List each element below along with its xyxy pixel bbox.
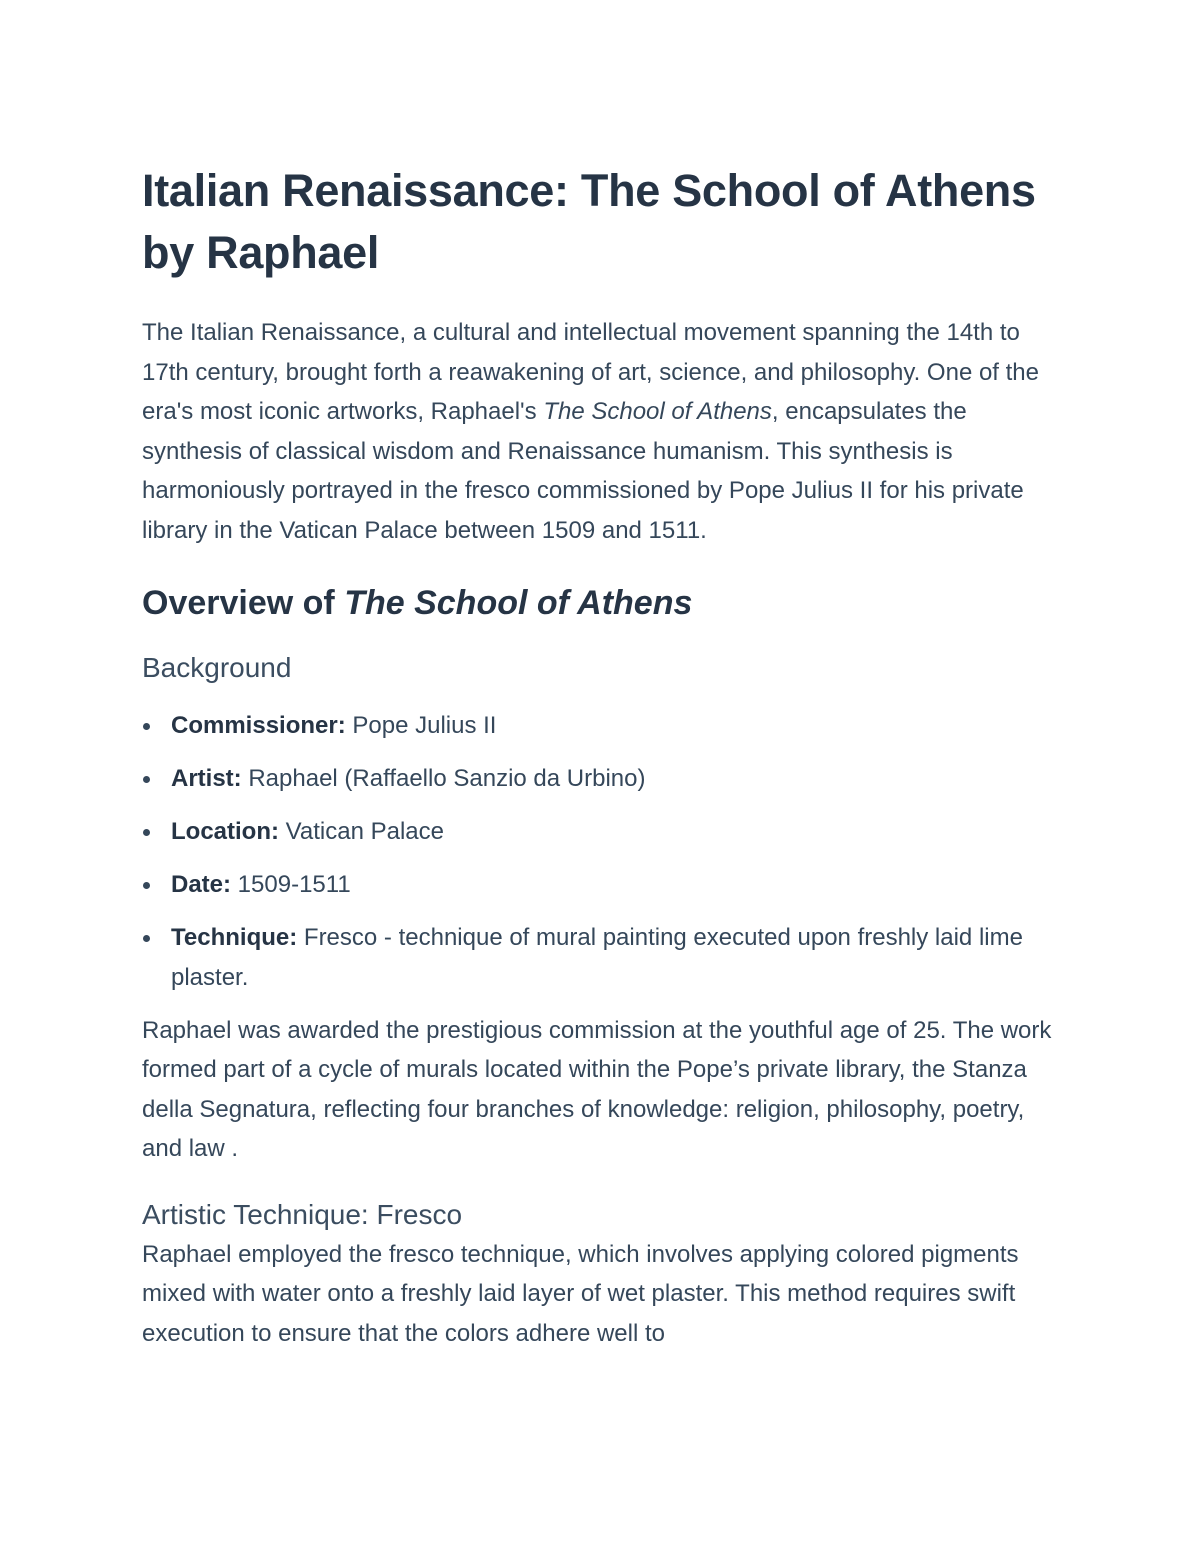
list-item — [142, 706, 1057, 746]
bullet-icon — [143, 776, 150, 783]
intro-paragraph — [142, 313, 1057, 550]
fact-value: Pope Julius II — [345, 712, 497, 739]
bullet-icon — [143, 935, 150, 942]
fact-value: Vatican Palace — [279, 818, 444, 845]
list-item — [142, 812, 1057, 852]
bullet-icon — [143, 723, 150, 730]
bullet-icon — [143, 882, 150, 889]
technique-heading: Artistic Technique: Fresco — [142, 1198, 463, 1230]
intro-text-start: The Italian Renaissance, a cultural and intellectual movement spanning the 14th to 17th century, brought forth a reawakening of art, science, and philosophy. One of the era's most iconic artworks, Raphael's — [142, 319, 1039, 425]
fact-value: Raphael (Raffaello Sanzio da Urbino) — [241, 765, 646, 792]
fact-value: 1509-1511 — [231, 871, 351, 898]
fact-label: Commissioner: — [171, 712, 346, 739]
intro-artwork-title: The School of Athens — [543, 398, 772, 425]
overview-heading-artwork: The School of Athens — [344, 584, 693, 622]
intro-text-end: , encapsulates the synthesis of classical wisdom and Renaissance humanism. This synthesis is harmoniously portrayed in the fresco commissioned by Pope Julius II for his private library in the Vatican Palace between 1509 and 1511. — [142, 398, 1024, 544]
background-facts-list — [142, 706, 1057, 997]
fact-value: Fresco - technique of mural painting executed upon freshly laid lime plaster. — [171, 924, 1023, 991]
fact-label: Technique: — [171, 924, 298, 951]
bullet-icon — [143, 829, 150, 836]
page-title: Italian Renaissance: The School of Athens by Raphael — [142, 165, 1036, 278]
fact-label: Artist: — [171, 765, 242, 792]
list-item — [142, 865, 1057, 905]
list-item — [142, 759, 1057, 799]
fact-label: Date: — [171, 871, 232, 898]
fresco-paragraph: Raphael employed the fresco technique, which involves applying colored pigments mixed with water onto a freshly laid layer of wet plaster. This method requires swift execution to ensure that the colors adhere well to — [142, 1240, 1019, 1347]
overview-heading — [142, 580, 1057, 626]
commission-paragraph: Raphael was awarded the prestigious commission at the youthful age of 25. The work formed part of a cycle of murals located within the Pope’s private library, the Stanza della Segnatura, reflecting four branches of knowledge: religion, philosophy, poetry, and law . — [142, 1016, 1052, 1162]
list-item — [142, 918, 1057, 997]
fact-label: Location: — [171, 818, 279, 845]
document-page — [142, 160, 1057, 1353]
overview-heading-prefix: Overview of — [142, 584, 345, 622]
background-heading: Background — [142, 652, 292, 683]
